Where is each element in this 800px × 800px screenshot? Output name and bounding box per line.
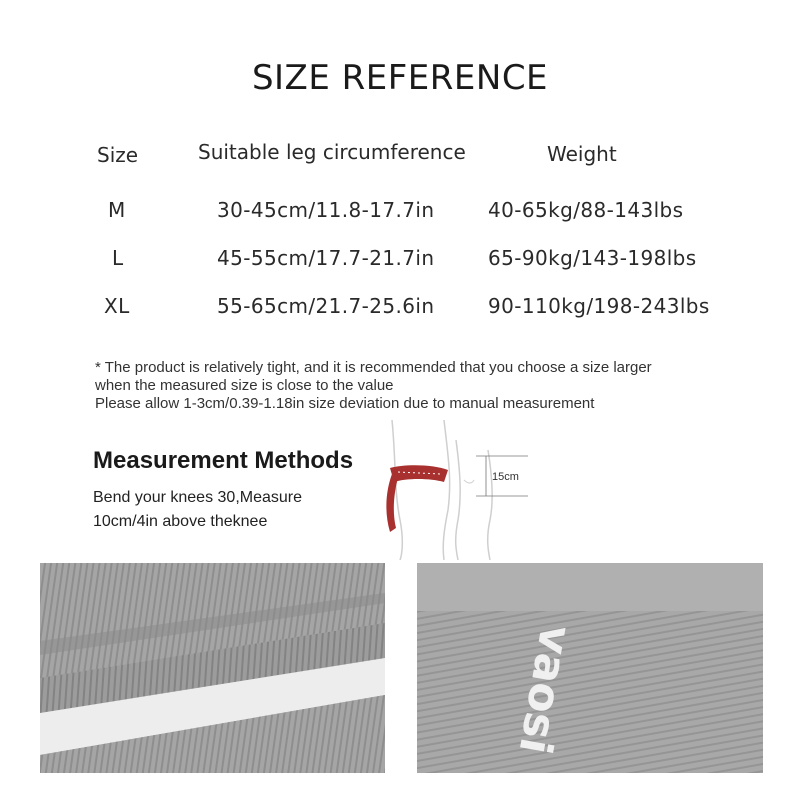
dimension-label: 15cm [492, 471, 519, 483]
note-line-1: * The product is relatively tight, and it is recommended that you choose a size larger [95, 359, 652, 376]
fabric-stripe-photo [40, 563, 385, 773]
leg-outline-right-inner [456, 440, 460, 560]
measurement-title: Measurement Methods [93, 447, 354, 474]
fabric-logo-photo [417, 563, 763, 773]
knitted-fabric-logo-photo-icon [417, 563, 763, 773]
row-xl-size: XL [104, 294, 130, 318]
svg-text:vaosi: vaosi [508, 621, 582, 758]
header-weight: Weight [547, 142, 617, 166]
row-m-weight: 40-65kg/88-143lbs [488, 198, 684, 222]
row-l-weight: 65-90kg/143-198lbs [488, 246, 697, 270]
leg-outline-center [443, 420, 449, 560]
leg-outline-right-outer [488, 450, 492, 560]
row-xl-weight: 90-110kg/198-243lbs [488, 294, 710, 318]
header-circumference: Suitable leg circumference [198, 140, 466, 164]
knee-mark [464, 480, 474, 483]
header-size: Size [97, 143, 139, 167]
measurement-line-1: Bend your knees 30,Measure [93, 489, 303, 506]
note-line-3: Please allow 1-3cm/0.39-1.18in size deviation due to manual measurement [95, 395, 595, 412]
row-m-circumference: 30-45cm/11.8-17.7in [217, 198, 435, 222]
measuring-tape-tail [386, 474, 398, 532]
knitted-fabric-stripe-photo-icon [40, 563, 385, 773]
measurement-line-2: 10cm/4in above theknee [93, 513, 268, 530]
row-l-circumference: 45-55cm/17.7-21.7in [217, 246, 435, 270]
row-m-size: M [108, 198, 126, 222]
row-l-size: L [112, 246, 124, 270]
leg-measurement-diagram [378, 420, 538, 560]
row-xl-circumference: 55-65cm/21.7-25.6in [217, 294, 435, 318]
page-title: SIZE REFERENCE [251, 58, 549, 98]
note-line-2: when the measured size is close to the value [95, 377, 394, 394]
